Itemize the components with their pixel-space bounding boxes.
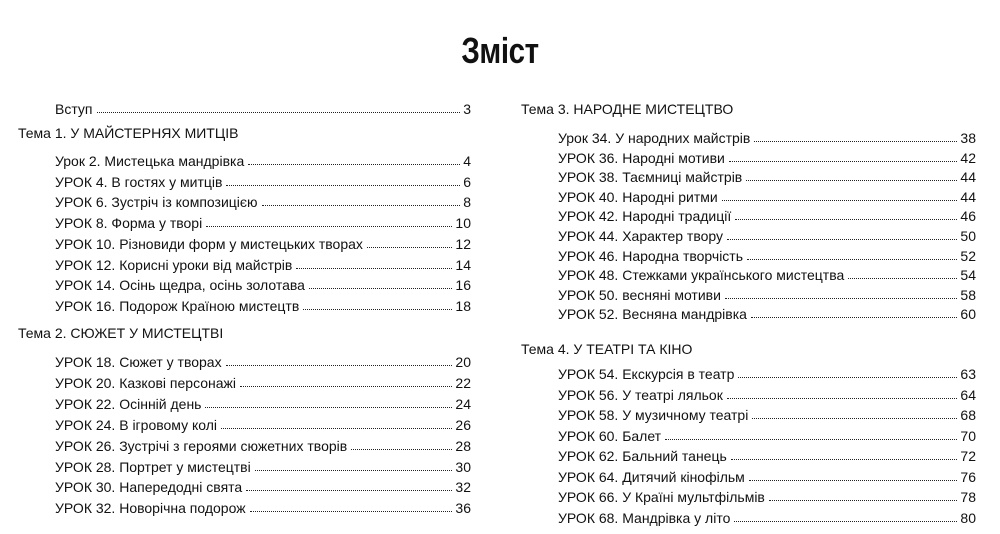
toc-entry-page: 22 (455, 374, 471, 391)
toc-entry-page: 6 (463, 173, 471, 190)
toc-entry (55, 436, 471, 454)
dot-leader (97, 112, 461, 113)
toc-entry (55, 477, 471, 495)
toc-entry-page: 58 (960, 286, 976, 303)
toc-entry-label: УРОК 32. Новорічна подорож (55, 500, 246, 517)
toc-entry-label: УРОК 18. Сюжет у творах (55, 354, 222, 370)
toc-entry (55, 373, 471, 391)
toc-entry-label: УРОК 52. Весняна мандрівка (558, 306, 747, 323)
toc-entry-page: 16 (455, 277, 471, 294)
toc-entry-page: 70 (960, 427, 976, 444)
dot-leader (727, 398, 958, 399)
toc-entry (558, 187, 976, 205)
toc-entry-label: Урок 34. У народних майстрів (558, 130, 751, 146)
dot-leader (221, 428, 452, 429)
section-title: Тема 3. НАРОДНЕ МИСТЕЦТВО (521, 101, 734, 117)
toc-entry-intro (55, 99, 471, 117)
toc-entry-label: УРОК 66. У Країні мультфільмів (558, 489, 765, 505)
dot-leader (769, 500, 958, 501)
toc-entry (558, 226, 976, 244)
dot-leader (240, 386, 452, 387)
toc-entry-label: УРОК 4. В гостях у митців (55, 173, 223, 190)
toc-entry (55, 213, 471, 231)
toc-entry-page: 44 (960, 188, 976, 205)
toc-entry-label: УРОК 28. Портрет у мистецтві (55, 458, 251, 475)
toc-entry-page: 50 (960, 228, 976, 244)
dot-leader (738, 377, 957, 378)
toc-entry-label: УРОК 50. весняні мотиви (558, 286, 721, 303)
toc-entry-page: 28 (455, 437, 471, 454)
toc-entry-page: 80 (960, 509, 976, 526)
dot-leader (250, 511, 453, 512)
toc-entry (55, 172, 471, 190)
toc-entry (558, 426, 976, 444)
dot-leader (248, 164, 460, 165)
toc-entry (55, 415, 471, 433)
dot-leader (749, 480, 958, 481)
toc-entry-label: Урок 2. Мистецька мандрівка (55, 153, 245, 169)
toc-entry-page: 72 (960, 448, 976, 464)
toc-entry-page: 18 (455, 297, 471, 314)
toc-entry (558, 167, 976, 185)
dot-leader (735, 219, 957, 220)
toc-entry-label: УРОК 6. Зустріч із композицією (55, 194, 258, 211)
toc-entry-label: УРОК 64. Дитячий кінофільм (558, 468, 745, 485)
toc-entry-label: УРОК 46. Народна творчість (558, 247, 744, 264)
toc-entry-page: 68 (960, 407, 976, 423)
dot-leader (255, 470, 453, 471)
dot-leader (729, 161, 958, 162)
dot-leader (226, 365, 453, 366)
toc-entry (558, 508, 976, 526)
dot-leader (747, 259, 957, 260)
toc-entry-label: УРОК 42. Народні традиції (558, 208, 732, 225)
dot-leader (752, 418, 957, 419)
dot-leader (309, 288, 452, 289)
dot-leader (367, 247, 453, 248)
toc-entry-page: 10 (455, 215, 471, 232)
toc-entry-label: УРОК 38. Таємниці майстрів (558, 169, 743, 186)
toc-entry (55, 498, 471, 516)
toc-entry-label: УРОК 22. Осінній день (55, 395, 202, 412)
toc-entry-label: УРОК 14. Осінь щедра, осінь золотава (55, 277, 305, 294)
toc-entry-page: 60 (960, 306, 976, 323)
dot-leader (848, 278, 957, 279)
toc-entry-page: 14 (455, 256, 471, 273)
dot-leader (262, 205, 461, 206)
toc-entry-label: УРОК 12. Корисні уроки від майстрів (55, 256, 293, 273)
dot-leader (722, 200, 958, 201)
dot-leader (303, 309, 452, 310)
dot-leader (206, 226, 452, 227)
toc-entry (55, 192, 471, 210)
dot-leader (205, 407, 452, 408)
toc-entry-page: 30 (455, 458, 471, 475)
toc-entry-label: Вступ (55, 101, 93, 117)
toc-entry-label: УРОК 8. Форма у творі (55, 215, 203, 232)
toc-entry-page: 42 (960, 149, 976, 166)
toc-entry (55, 151, 471, 169)
toc-entry (558, 265, 976, 283)
section-title: Тема 4. У ТЕАТРІ ТА КІНО (521, 341, 693, 357)
toc-entry-label: УРОК 24. В ігровому колі (55, 416, 218, 433)
toc-entry (558, 446, 976, 464)
section-title: Тема 1. У МАЙСТЕРНЯХ МИТЦІВ (18, 125, 239, 141)
dot-leader (226, 185, 460, 186)
toc-entry-label: УРОК 16. Подорож Країною мистецтв (55, 297, 300, 314)
toc-entry-label: УРОК 56. У театрі ляльок (558, 386, 723, 403)
toc-entry (558, 304, 976, 322)
toc-entry-label: УРОК 26. Зустрічі з героями сюжетних творів (55, 437, 348, 454)
dot-leader (665, 439, 957, 440)
toc-entry (55, 255, 471, 273)
toc-entry-page: 78 (960, 489, 976, 505)
toc-entry-page: 54 (960, 267, 976, 284)
toc-entry-label: УРОК 44. Характер твору (558, 228, 724, 244)
toc-entry (558, 148, 976, 166)
dot-leader (734, 521, 957, 522)
dot-leader (246, 490, 452, 491)
toc-entry-label: УРОК 58. У музичному театрі (558, 407, 749, 423)
dot-leader (751, 317, 958, 318)
dot-leader (727, 239, 957, 240)
toc-entry-page: 52 (960, 247, 976, 264)
toc-entry (558, 128, 976, 146)
toc-entry (55, 275, 471, 293)
toc-entry-page: 76 (960, 468, 976, 485)
dot-leader (296, 268, 452, 269)
toc-entry-page: 8 (463, 194, 471, 211)
toc-entry-page: 4 (463, 153, 471, 169)
toc-entry-page: 26 (455, 416, 471, 433)
toc-entry (558, 246, 976, 264)
toc-entry (558, 285, 976, 303)
toc-entry-page: 44 (960, 169, 976, 186)
dot-leader (754, 141, 957, 142)
toc-entry-page: 36 (455, 500, 471, 517)
toc-entry-label: УРОК 48. Стежками українського мистецтва (558, 267, 845, 284)
toc-entry-page: 12 (455, 235, 471, 252)
toc-entry-page: 24 (455, 395, 471, 412)
toc-entry (558, 467, 976, 485)
toc-entry (55, 394, 471, 412)
toc-entry (55, 296, 471, 314)
toc-entry (558, 385, 976, 403)
toc-entry-page: 64 (960, 386, 976, 403)
page-title: Зміст (461, 30, 539, 71)
dot-leader (731, 459, 958, 460)
toc-entry (558, 405, 976, 423)
toc-entry-label: УРОК 20. Казкові персонажі (55, 374, 237, 391)
toc-entry-page: 63 (960, 366, 976, 382)
toc-entry-label: УРОК 10. Різновиди форм у мистецьких творах (55, 235, 363, 252)
toc-entry (55, 457, 471, 475)
toc-entry (55, 234, 471, 252)
toc-entry-label: УРОК 30. Напередодні свята (55, 479, 243, 496)
section-title: Тема 2. СЮЖЕТ У МИСТЕЦТВІ (18, 325, 224, 341)
toc-entry (558, 364, 976, 382)
dot-leader (351, 449, 452, 450)
toc-entry-label: УРОК 60. Балет (558, 427, 662, 444)
dot-leader (746, 180, 957, 181)
toc-entry-label: УРОК 36. Народні мотиви (558, 149, 725, 166)
toc-entry (55, 352, 471, 370)
toc-entry-page: 38 (960, 130, 976, 146)
toc-entry (558, 487, 976, 505)
toc-entry-page: 20 (455, 354, 471, 370)
toc-entry-label: УРОК 62. Бальний танець (558, 448, 727, 464)
toc-entry-page: 32 (455, 479, 471, 496)
toc-entry-label: УРОК 54. Екскурсія в театр (558, 366, 735, 382)
toc-entry-page: 3 (463, 101, 471, 117)
toc-entry-label: УРОК 40. Народні ритми (558, 188, 718, 205)
toc-entry-page: 46 (960, 208, 976, 225)
toc-entry-label: УРОК 68. Мандрівка у літо (558, 509, 731, 526)
dot-leader (725, 298, 958, 299)
toc-entry (558, 206, 976, 224)
